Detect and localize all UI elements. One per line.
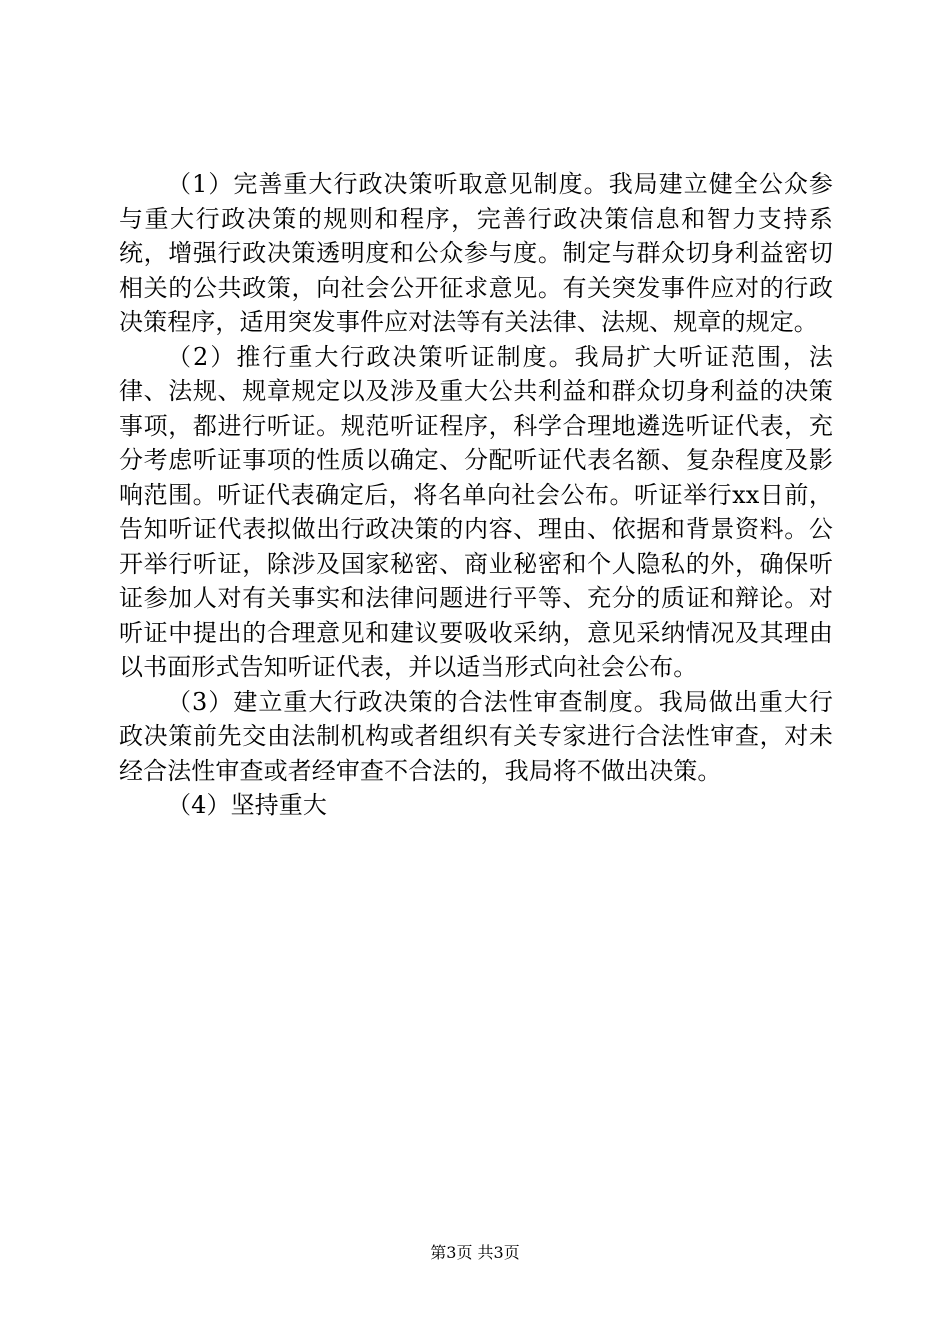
paragraph-4: （4）坚持重大	[167, 791, 327, 819]
document-body	[119, 167, 833, 823]
paragraph-2: （2）推行重大行政决策听证制度。我局扩大听证范围，法律、法规、规章规定以及涉及重大公共利益和群众切身利益的决策事项，都进行听证。规范听证程序，科学合理地遴选听证代表，充分考虑听证事项的性质以确定、分配听证代表名额、复杂程度及影响范围。听证代表确定后，将名单向社会公布。听证举行xx日前，告知听证代表拟做出行政决策的内容、理由、依据和背景资料。公开举行听证，除涉及国家秘密、商业秘密和个人隐私的外，确保听证参加人对有关事实和法律问题进行平等、充分的质证和辩论。对听证中提出的合理意见和建议要吸收采纳，意见采纳情况及其理由以书面形式告知听证代表，并以适当形式向社会公布。	[119, 342, 833, 681]
page-footer: 第3页 共3页	[430, 1243, 520, 1262]
paragraph-3: （3）建立重大行政决策的合法性审查制度。我局做出重大行政决策前先交由法制机构或者组织有关专家进行合法性审查，对未经合法性审查或者经审查不合法的，我局将不做出决策。	[119, 687, 833, 785]
paragraph-1: （1）完善重大行政决策听取意见制度。我局建立健全公众参与重大行政决策的规则和程序，完善行政决策信息和智力支持系统，增强行政决策透明度和公众参与度。制定与群众切身利益密切相关的公共政策，向社会公开征求意见。有关突发事件应对的行政决策程序，适用突发事件应对法等有关法律、法规、规章的规定。	[119, 170, 833, 336]
